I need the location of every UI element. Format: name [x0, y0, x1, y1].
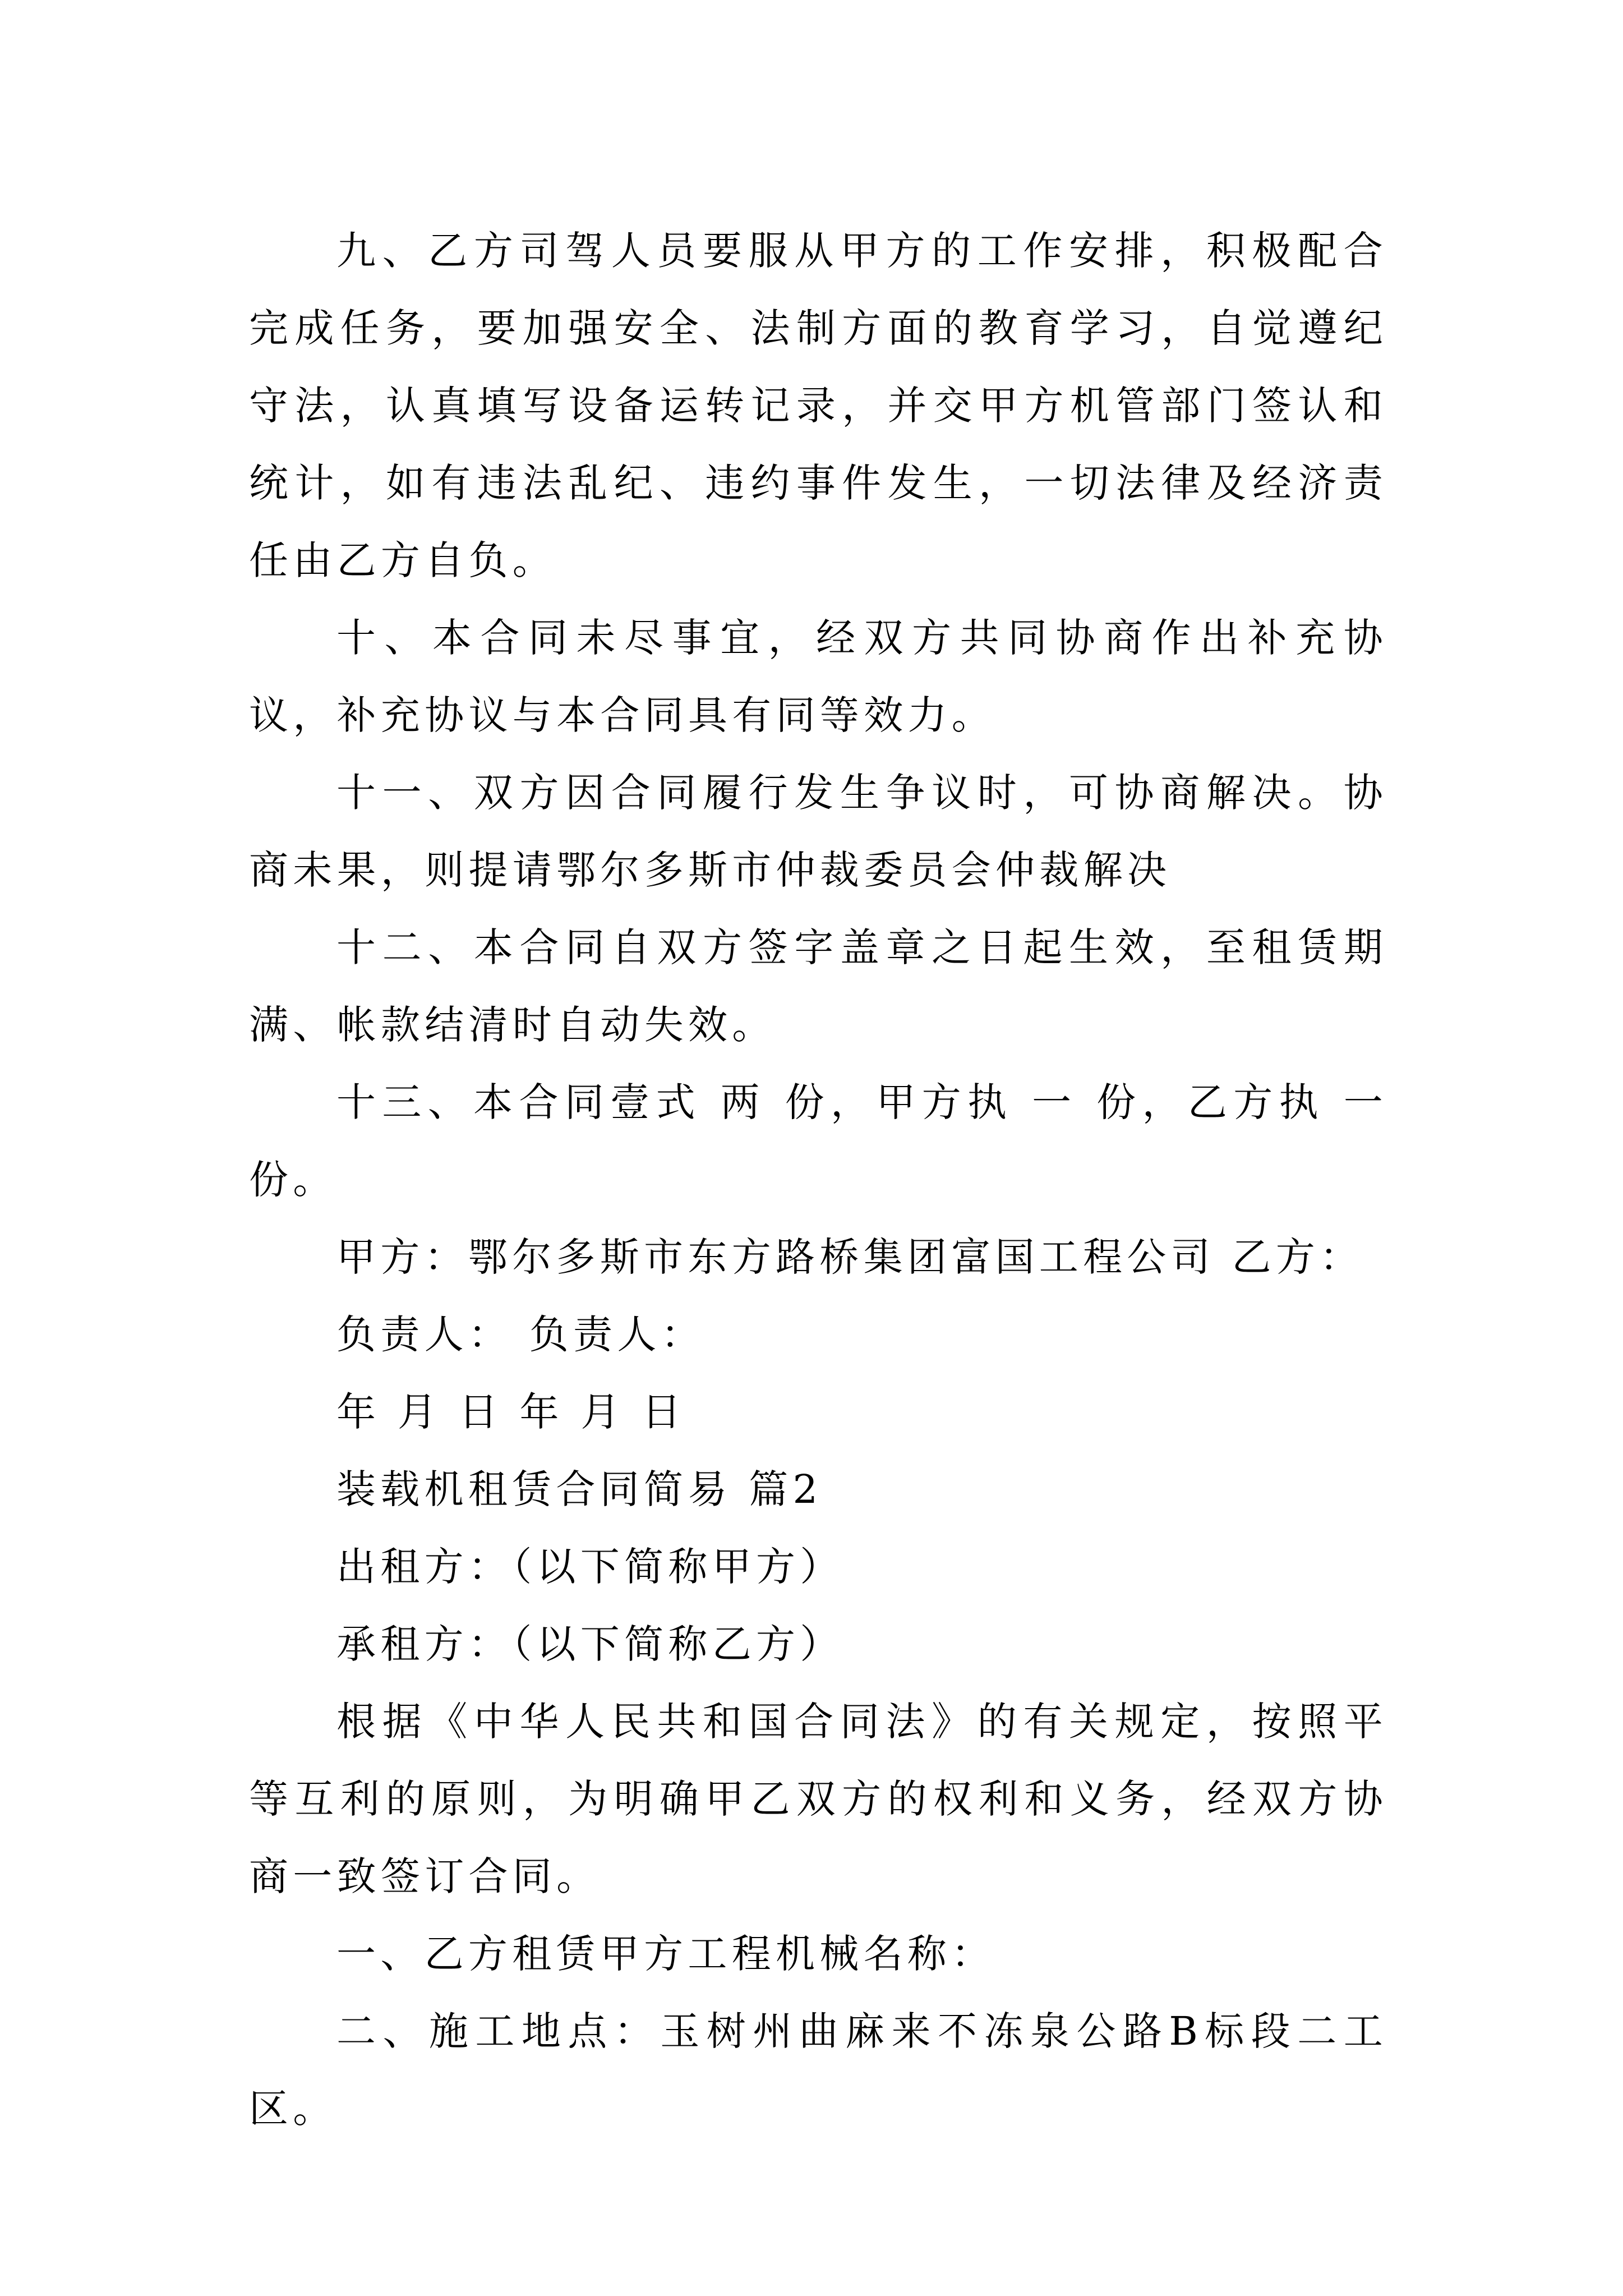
lessee-line: 承租方：（以下简称乙方） — [336, 1621, 844, 1667]
clause-1: 一、乙方租赁甲方工程机械名称： — [336, 1931, 995, 1977]
clause-10: 十、本合同未尽事宜，经双方共同协商作出补充协议，补充协议与本合同具有同等效力。 — [249, 615, 1387, 738]
document-body — [249, 212, 1405, 2147]
date-line: 年 月 日 年 月 日 — [336, 1389, 686, 1435]
clause-11: 十一、双方因合同履行发生争议时，可协商解决。协商未果，则提请鄂尔多斯市仲裁委员会仲裁解决 — [249, 770, 1387, 893]
preamble: 根据《中华人民共和国合同法》的有关规定，按照平等互利的原则，为明确甲乙双方的权利和义务，经双方协商一致签订合同。 — [249, 1699, 1387, 1899]
lessor-line: 出租方：（以下简称甲方） — [336, 1544, 844, 1590]
clause-13: 十三、本合同壹式 两 份，甲方执 一 份，乙方执 一 份。 — [249, 1079, 1405, 1203]
responsible-person-line: 负责人： 负责人： — [336, 1312, 705, 1358]
clause-9: 九、乙方司驾人员要服从甲方的工作安排，积极配合完成任务，要加强安全、法制方面的教育学习，自觉遵纪守法，认真填写设备运转记录，并交甲方机管部门签认和统计，如有违法乱纪、违约事件发生，一切法律及经济责任由乙方自负。 — [249, 228, 1387, 583]
clause-12: 十二、本合同自双方签字盖章之日起生效，至租赁期满、帐款结清时自动失效。 — [249, 924, 1387, 1048]
section-heading: 装载机租赁合同简易 篇2 — [336, 1466, 823, 1512]
party-signature-line: 甲方：鄂尔多斯市东方路桥集团富国工程公司 乙方： — [336, 1234, 1364, 1280]
clause-2: 二、施工地点：玉树州曲麻来不冻泉公路B标段二工区。 — [249, 2008, 1387, 2132]
